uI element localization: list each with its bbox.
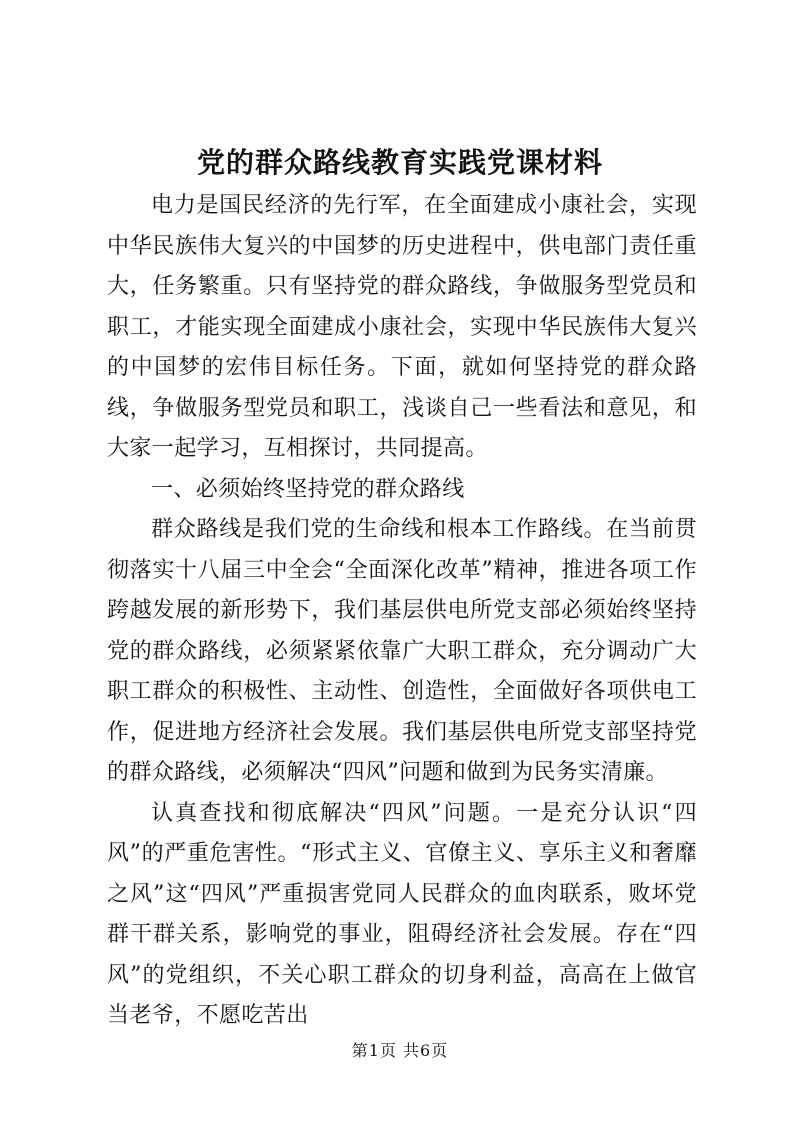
paragraph-four-winds: 认真查找和彻底解决“四风”问题。一是充分认识“四风”的严重危害性。“形式主义、官僚主义、享乐主义和奢靡之风”这“四风”严重损害党同人民群众的血肉联系，败坏党群干群关系，影响党的事业，阻碍经济社会发展。存在“四风”的党组织，不关心职工群众的切身利益，高高在上做官当老爷，不愿吃苦出 <box>107 800 697 1028</box>
section-heading-1: 一、必须始终坚持党的群众路线 <box>151 476 465 502</box>
page-title: 党的群众路线教育实践党课材料 <box>196 146 603 179</box>
paragraph-intro: 电力是国民经济的先行军，在全面建成小康社会，实现中华民族伟大复兴的中国梦的历史进程中，供电部门责任重大，任务繁重。只有坚持党的群众路线，争做服务型党员和职工，才能实现全面建成小康社会，实现中华民族伟大复兴的中国梦的宏伟目标任务。下面，就如何坚持党的群众路线，争做服务型党员和职工，浅谈自己一些看法和意见，和大家一起学习，互相探讨，共同提高。 <box>107 193 697 461</box>
page-number-footer: 第1页 共6页 <box>351 1041 449 1060</box>
paragraph-mass-line: 群众路线是我们党的生命线和根本工作路线。在当前贯彻落实十八届三中全会“全面深化改革”精神，推进各项工作跨越发展的新形势下，我们基层供电所党支部必须始终坚持党的群众路线，必须紧紧依靠广大职工群众，充分调动广大职工群众的积极性、主动性、创造性，全面做好各项供电工作，促进地方经济社会发展。我们基层供电所党支部坚持党的群众路线，必须解决“四风”问题和做到为民务实清廉。 <box>107 517 697 785</box>
document-body <box>107 186 697 1037</box>
